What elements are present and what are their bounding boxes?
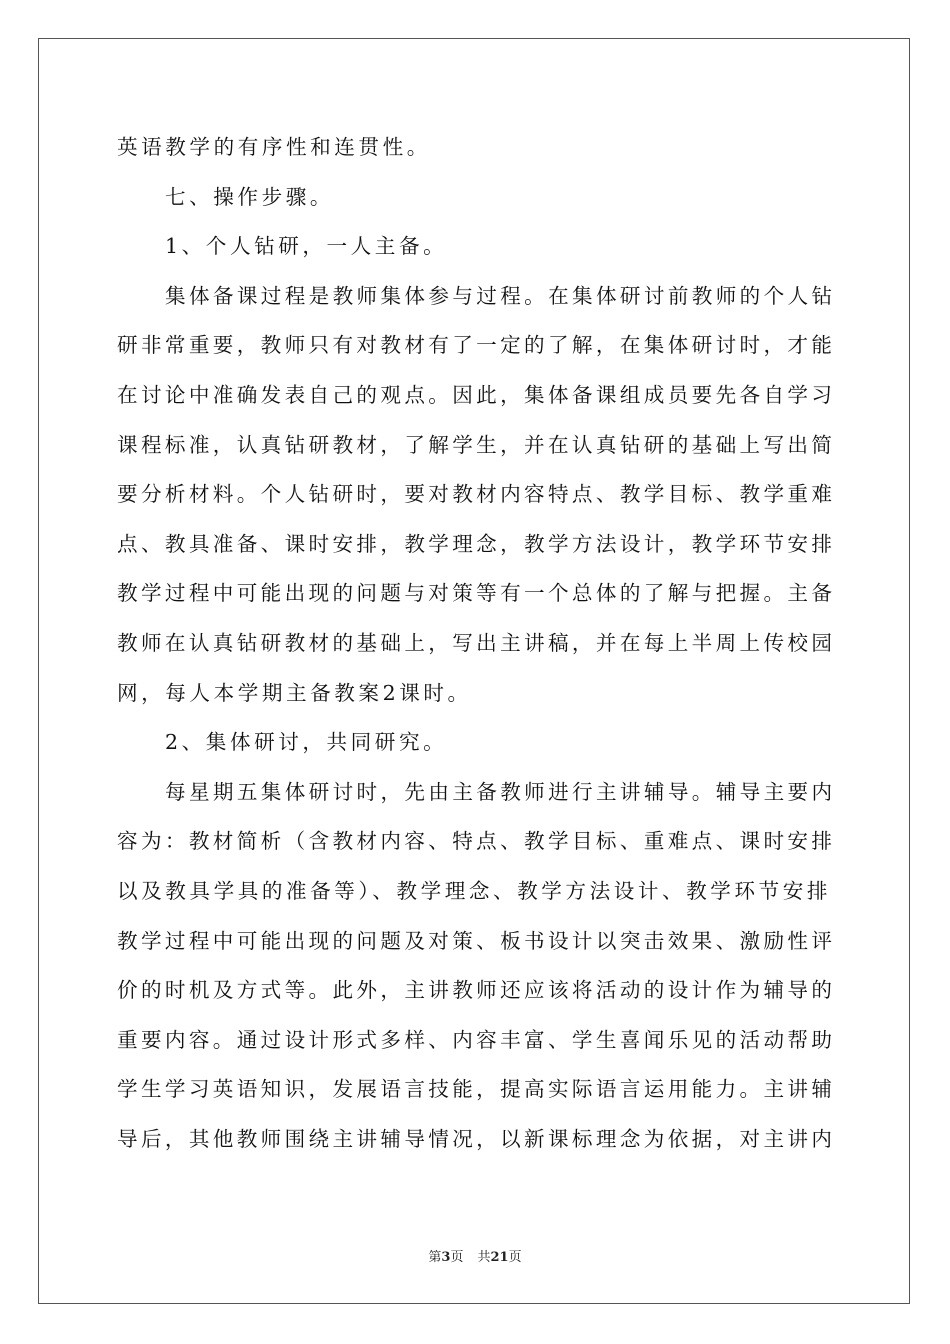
footer-total-pages: 21	[490, 1250, 509, 1265]
text-line: 容为：教材简析（含教材内容、特点、教学目标、重难点、课时安排	[117, 829, 836, 854]
page-footer	[0, 1246, 950, 1265]
text-line: 七、操作步骤。	[165, 184, 335, 209]
footer-page-unit: 页	[450, 1250, 464, 1265]
text-line: 点、教具准备、课时安排，教学理念，教学方法设计，教学环节安排	[117, 531, 836, 556]
text-line: 价的时机及方式等。此外，主讲教师还应该将活动的设计作为辅导的	[117, 978, 836, 1003]
text-line: 2、集体研讨，共同研究。	[165, 730, 448, 755]
text-line: 以及教具学具的准备等）、教学理念、教学方法设计、教学环节安排	[117, 878, 832, 903]
text-line: 教学过程中可能出现的问题及对策、板书设计以突击效果、激励性评	[117, 928, 836, 953]
text-line: 在讨论中准确发表自己的观点。因此，集体备课组成员要先各自学习	[117, 382, 836, 407]
text-line: 每星期五集体研讨时，先由主备教师进行主讲辅导。辅导主要内	[165, 779, 836, 804]
text-line: 集体备课过程是教师集体参与过程。在集体研讨前教师的个人钻	[165, 283, 836, 308]
footer-page-prefix: 第	[428, 1250, 442, 1265]
footer-total-unit: 页	[508, 1250, 522, 1265]
text-line: 要分析材料。个人钻研时，要对教材内容特点、教学目标、教学重难	[117, 482, 836, 507]
footer-current-page: 3	[441, 1250, 451, 1265]
text-line: 课程标准，认真钻研教材，了解学生，并在认真钻研的基础上写出简	[117, 432, 836, 457]
footer-total-prefix: 共	[477, 1250, 491, 1265]
text-line: 网，每人本学期主备教案2课时。	[117, 680, 472, 705]
text-line: 导后，其他教师围绕主讲辅导情况，以新课标理念为依据，对主讲内	[117, 1126, 836, 1151]
text-line: 教师在认真钻研教材的基础上，写出主讲稿，并在每上半周上传校园	[117, 630, 836, 655]
document-body	[117, 123, 837, 1164]
text-line: 学生学习英语知识，发展语言技能，提高实际语言运用能力。主讲辅	[117, 1077, 836, 1102]
text-line: 重要内容。通过设计形式多样、内容丰富、学生喜闻乐见的活动帮助	[117, 1027, 836, 1052]
text-line: 教学过程中可能出现的问题与对策等有一个总体的了解与把握。主备	[117, 581, 836, 606]
text-line: 研非常重要，教师只有对教材有了一定的了解，在集体研讨时，才能	[117, 333, 836, 358]
text-line: 1、个人钻研，一人主备。	[165, 234, 448, 259]
text-line: 英语教学的有序性和连贯性。	[117, 135, 431, 159]
